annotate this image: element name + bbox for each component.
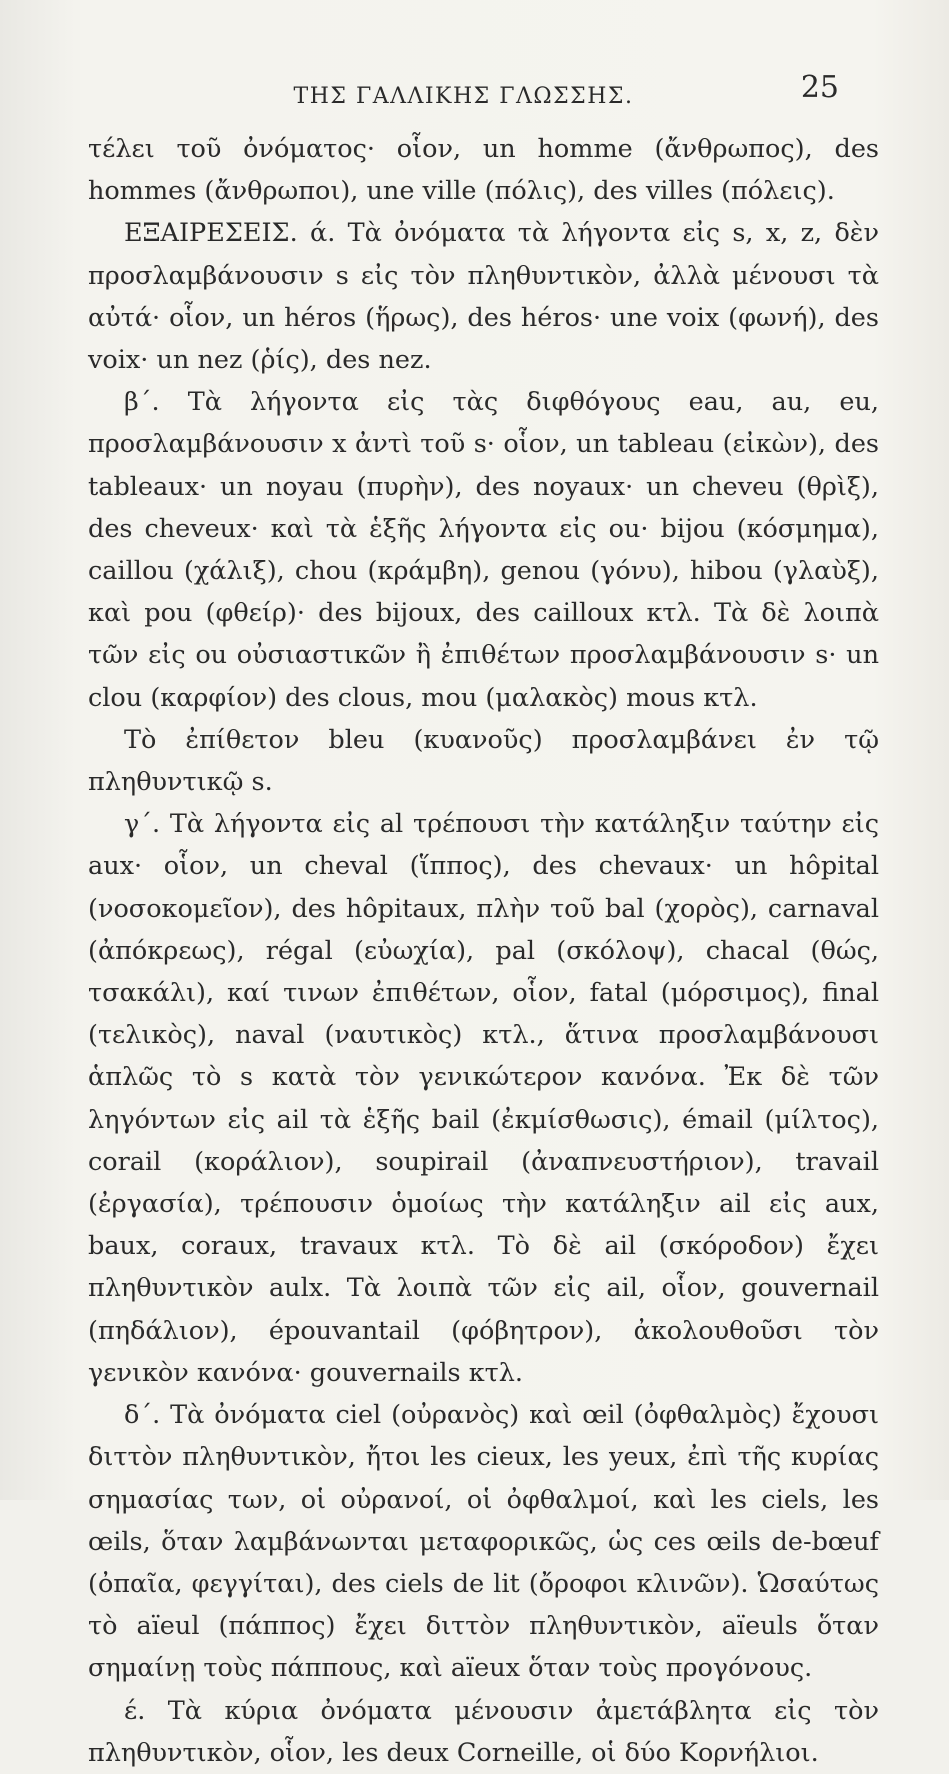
paragraph-exceptions-c: γ΄. Τὰ λήγοντα εἰς al τρέπουσι τὴν κατάληξιν ταύτην εἰς aux· οἷον, un cheval (ἵππος), des chevaux· un hôpital (νοσοκομεῖον), des hôpitaux, πλὴν τοῦ bal (χορὸς), carnaval (ἀπόκρεως), régal (εὐωχία), pal (σκόλοψ), chacal (θώς, τσακάλι), καί τινων ἐπιθέτων, οἷον, fatal (μόρσιμος), final (τελικὸς), naval (ναυτικὸς) κτλ., ἅτινα προσλαμβάνουσι ἁπλῶς τὸ s κατὰ τὸν γενικώτερον κανόνα. Ἐκ δὲ τῶν ληγόντων εἰς ail τὰ ἑξῆς bail (ἐκμίσθωσις), émail (μίλτος), corail (κοράλιον), soupirail (ἀναπνευστήριον), travail (ἐργασία), τρέπουσιν ὁμοίως τὴν κατάληξιν ail εἰς aux, baux, coraux, travaux κτλ. Τὸ δὲ ail (σκόροδον) ἔχει πληθυντικὸν aulx. Τὰ λοιπὰ τῶν εἰς ail, οἷον, gouvernail (πηδάλιον), épouvantail (φόβητρον), ἀκολουθοῦσι τὸν γενικὸν κανόνα· gouvernails κτλ.	[88, 809, 879, 1388]
body-text	[88, 128, 879, 1774]
paragraph-exceptions-e: έ. Τὰ κύρια ὀνόματα μένουσιν ἀμετάβλητα εἰς τὸν πληθυντικὸν, οἷον, les deux Corneille, οἱ δύο Κορνήλιοι.	[88, 1695, 879, 1768]
paragraph-exceptions-a: ΕΞΑΙΡΕΣΕΙΣ. ά. Τὰ ὀνόματα τὰ λήγοντα εἰς s, x, z, δὲν προσλαμβάνουσιν s εἰς τὸν πληθυντικὸν, ἀλλὰ μένουσι τὰ αὐτά· οἷον, un héros (ἥρως), des héros· une voix (φωνή), des voix· un nez (ῥίς), des nez.	[88, 218, 879, 376]
paragraph-continuation: τέλει τοῦ ὀνόματος· οἷον, un homme (ἄνθρωπος), des hommes (ἄνθρωποι), une ville (πόλις), des villes (πόλεις).	[88, 134, 879, 207]
paragraph-exceptions-d: δ΄. Τὰ ὀνόματα ciel (οὐρανὸς) καὶ œil (ὀφθαλμὸς) ἔχουσι διττὸν πληθυντικὸν, ἤτοι les cieux, les yeux, ἐπὶ τῆς κυρίας σημασίας των, οἱ οὐρανοί, οἱ ὀφθαλμοί, καὶ les ciels, les œils, ὅταν λαμβάνωνται μεταφορικῶς, ὡς ces œils de-bœuf (ὀπαῖα, φεγγίται), des ciels de lit (ὄροφοι κλινῶν). Ὡσαύτως τὸ aïeul (πάππος) ἔχει διττὸν πληθυντικὸν, aïeuls ὅταν σημαίνῃ τοὺς πάππους, καὶ aïeux ὅταν τοὺς προγόνους.	[88, 1400, 879, 1684]
paragraph-exceptions-b: β΄. Τὰ λήγοντα εἰς τὰς διφθόγους eau, au, eu, προσλαμβάνουσιν x ἀντὶ τοῦ s· οἷον, un tableau (εἰκὼν), des tableaux· un noyau (πυρὴν), des noyaux· un cheveu (θρὶξ), des cheveux· καὶ τὰ ἑξῆς λήγοντα εἰς ou· bijou (κόσμημα), caillou (χάλιξ), chou (κράμβη), genou (γόνυ), hibou (γλαὺξ), καὶ pou (φθείρ)· des bijoux, des cailloux κτλ. Τὰ δὲ λοιπὰ τῶν εἰς ou οὐσιαστικῶν ἢ ἐπιθέτων προσλαμβάνουσιν s· un clou (καρφίον) des clous, mou (μαλακὸς) mous κτλ.	[88, 387, 879, 713]
paragraph-bleu: Τὸ ἐπίθετον bleu (κυανοῦς) προσλαμβάνει ἐν τῷ πληθυντικῷ s.	[88, 724, 879, 798]
page-number: 25	[800, 70, 839, 105]
running-title: ΤΗΣ ΓΑΛΛΙΚΗΣ ΓΛΩΣΣΗΣ.	[293, 84, 634, 109]
page-header	[88, 70, 879, 110]
